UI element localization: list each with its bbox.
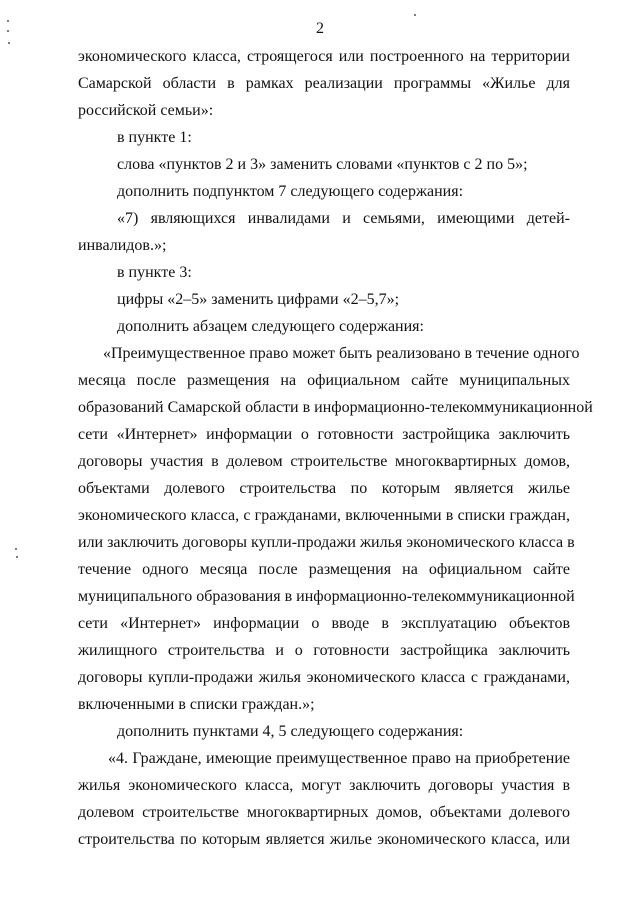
text-line: договоры купли-продажи жилья экономического класса с гражданами, bbox=[78, 669, 570, 686]
text-line: образований Самарской области в информационно-телекоммуникационной bbox=[78, 399, 593, 416]
text-line: Самарской области в рамках реализации программы «Жилье для bbox=[78, 75, 570, 92]
text-line: дополнить пунктами 4, 5 следующего содержания: bbox=[117, 723, 464, 740]
scan-artifact bbox=[7, 20, 9, 22]
text-line: месяца после размещения на официальном сайте муниципальных bbox=[78, 372, 570, 389]
text-line: муниципального образования в информационно-телекоммуникационной bbox=[78, 588, 575, 605]
text-line: долевом строительстве многоквартирных домов, объектами долевого bbox=[78, 804, 570, 821]
text-line: инвалидов.»; bbox=[78, 237, 167, 254]
text-line: экономического класса, строящегося или построенного на территории bbox=[78, 48, 570, 65]
text-line: российской семьи»: bbox=[78, 102, 214, 119]
page-number: 2 bbox=[316, 20, 324, 37]
scan-artifact bbox=[15, 548, 17, 550]
text-line: слова «пунктов 2 и 3» заменить словами «пунктов с 2 по 5»; bbox=[117, 156, 528, 173]
text-line: течение одного месяца после размещения на официальном сайте bbox=[78, 561, 570, 578]
document-body bbox=[78, 43, 593, 853]
text-line: дополнить абзацем следующего содержания: bbox=[117, 318, 424, 335]
text-line: строительства по которым является жилье экономического класса, или bbox=[78, 831, 570, 848]
text-line: в пункте 3: bbox=[117, 264, 192, 281]
scan-artifact bbox=[8, 42, 10, 44]
text-line: в пункте 1: bbox=[117, 129, 192, 146]
scan-artifact bbox=[414, 14, 416, 16]
scan-artifact bbox=[16, 556, 18, 558]
text-line: «Преимущественное право может быть реализовано в течение одного bbox=[103, 345, 580, 362]
text-line: цифры «2–5» заменить цифрами «2–5,7»; bbox=[117, 291, 400, 308]
text-line: объектами долевого строительства по которым является жилье bbox=[78, 480, 570, 497]
text-line: договоры участия в долевом строительстве многоквартирных домов, bbox=[78, 453, 570, 470]
text-line: включенными в списки граждан.»; bbox=[78, 696, 315, 713]
scan-artifact bbox=[7, 30, 9, 32]
text-line: дополнить подпунктом 7 следующего содержания: bbox=[117, 183, 464, 200]
text-line: «4. Граждане, имеющие преимущественное право на приобретение bbox=[108, 750, 570, 767]
text-line: «7) являющихся инвалидами и семьями, имеющими детей- bbox=[117, 210, 570, 227]
text-line: жилья экономического класса, могут заключить договоры участия в bbox=[78, 777, 570, 794]
text-line: сети «Интернет» информации о готовности застройщика заключить bbox=[78, 426, 570, 443]
text-line: или заключить договоры купли-продажи жилья экономического класса в bbox=[78, 534, 575, 551]
text-line: жилищного строительства и о готовности застройщика заключить bbox=[78, 642, 570, 659]
text-line: экономического класса, с гражданами, включенными в списки граждан, bbox=[78, 507, 570, 524]
text-line: сети «Интернет» информации о вводе в эксплуатацию объектов bbox=[78, 615, 570, 632]
